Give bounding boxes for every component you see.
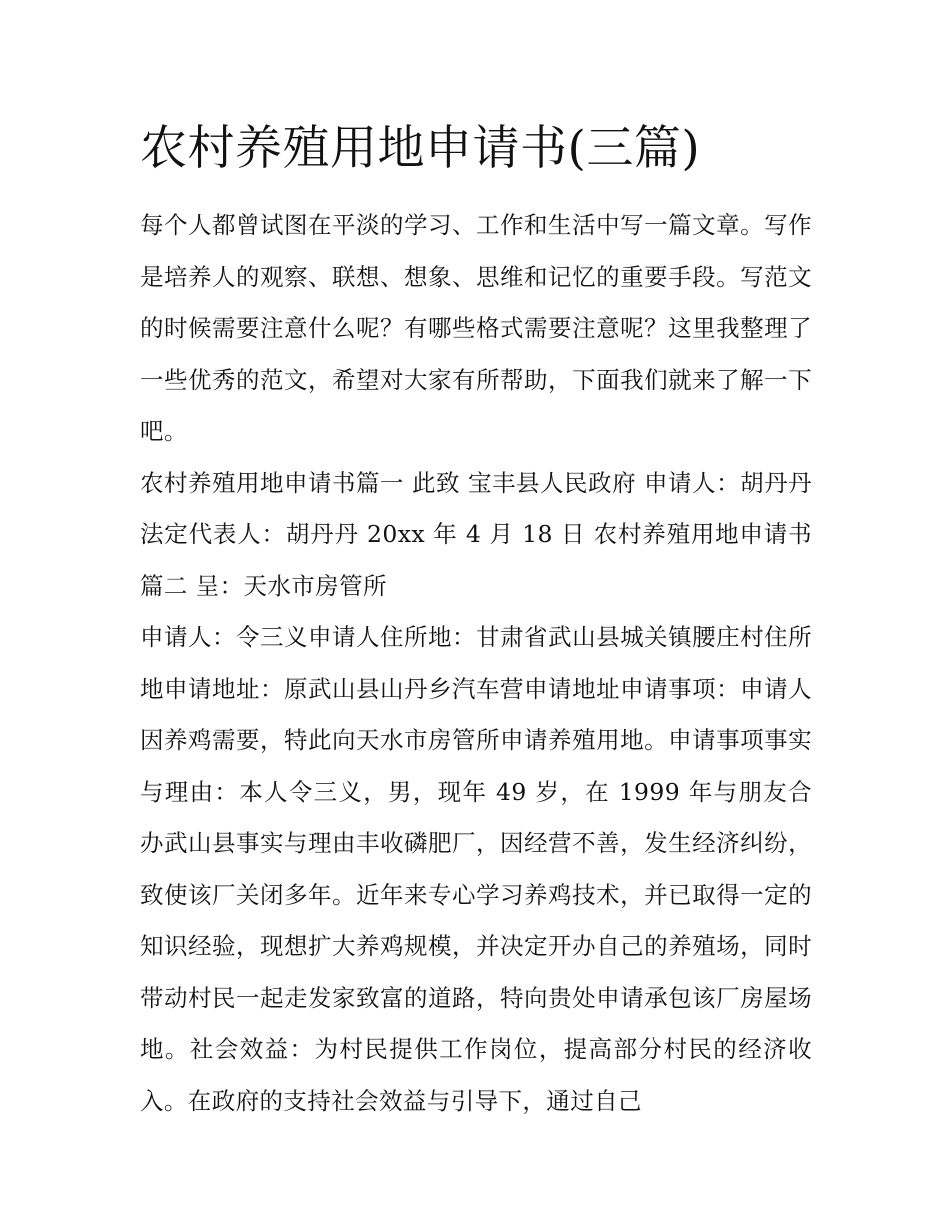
document-title: 农村养殖用地申请书(三篇) <box>140 121 701 176</box>
letter-one-paragraph: 农村养殖用地申请书篇一 此致 宝丰县人民政府 申请人：胡丹丹 法定代表人：胡丹丹 20xx 年 4 月 18 日 农村养殖用地申请书篇二 呈：天水市房管所 <box>140 468 812 600</box>
document-body <box>140 118 812 1127</box>
letter-two-paragraph: 申请人：令三义申请人住所地：甘肃省武山县城关镇腰庄村住所地申请地址：原武山县山丹乡汽车营申请地址申请事项：申请人因养鸡需要，特此向天水市房管所申请养殖用地。申请事项事实与理由：本人令三义，男，现年 49 岁，在 1999 年与朋友合办武山县事实与理由丰收磷肥厂，因经营不善，发生经济纠纷，致使该厂关闭多年。近年来专心学习养鸡技术，并已取得一定的知识经验，现想扩大养鸡规模，并决定开办自己的养殖场，同时带动村民一起走发家致富的道路，特向贵处申请承包该厂房屋场地。社会效益：为村民提供工作岗位，提高部分村民的经济收入。在政府的支持社会效益与引导下，通过自己 <box>140 623 812 1115</box>
intro-paragraph: 每个人都曾试图在平淡的学习、工作和生活中写一篇文章。写作是培养人的观察、联想、想象、思维和记忆的重要手段。写范文的时候需要注意什么呢？有哪些格式需要注意呢？这里我整理了一些优秀的范文，希望对大家有所帮助，下面我们就来了解一下吧。 <box>140 211 812 445</box>
